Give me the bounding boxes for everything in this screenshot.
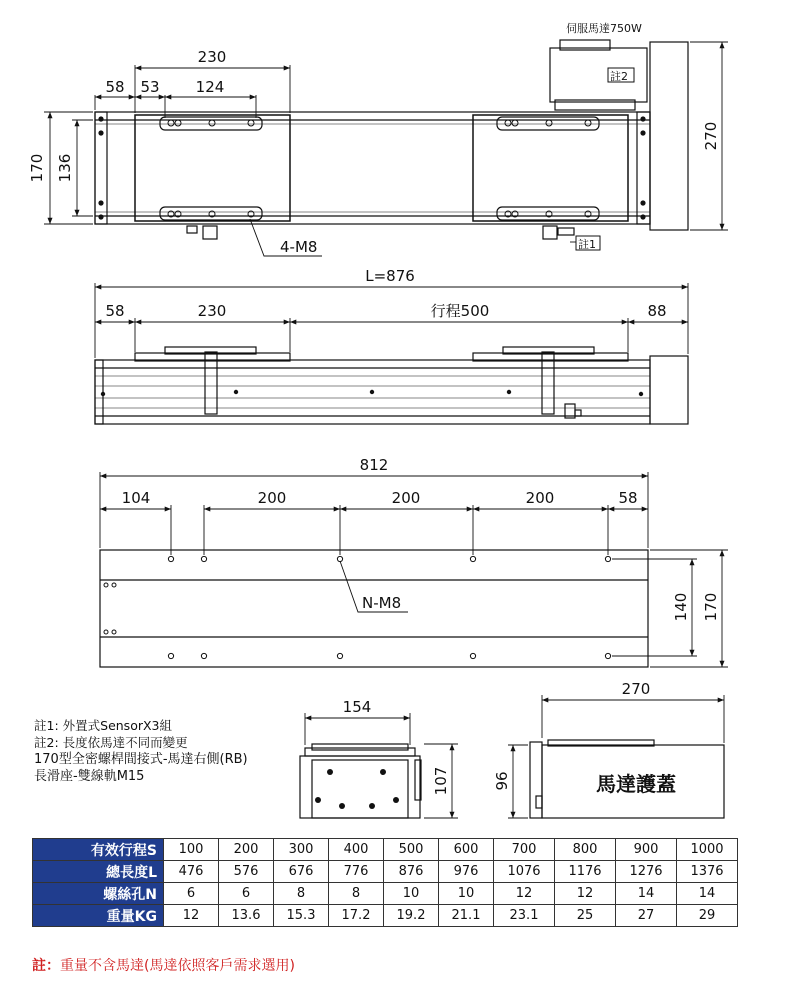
dim-270-top: 270 xyxy=(702,121,720,151)
spec-cell: 13.6 xyxy=(219,905,274,927)
dim-200-b: 200 xyxy=(391,489,421,507)
dim-58-base: 58 xyxy=(618,489,638,507)
spec-cell: 876 xyxy=(384,861,439,883)
spec-cell: 6 xyxy=(219,883,274,905)
spec-cell: 976 xyxy=(439,861,494,883)
dim-270-end: 270 xyxy=(621,680,651,698)
note-carriage: 長滑座-雙線軌M15 xyxy=(34,769,145,784)
spec-cell: 29 xyxy=(677,905,738,927)
side-view-motor-cover xyxy=(650,356,688,424)
note-model: 170型全密螺桿間接式-馬達右側(RB) xyxy=(34,752,248,767)
spec-cell: 476 xyxy=(164,861,219,883)
dim-stroke: 行程500 xyxy=(430,302,490,320)
spec-cell: 1276 xyxy=(616,861,677,883)
dim-107: 107 xyxy=(432,766,450,796)
motor xyxy=(550,48,647,102)
motor-cover-label: 馬達護蓋 xyxy=(596,772,676,796)
spec-row-label: 總長度L xyxy=(33,861,164,883)
spec-row-label: 螺絲孔N xyxy=(33,883,164,905)
dim-88-side: 88 xyxy=(647,302,667,320)
dim-230-side: 230 xyxy=(197,302,227,320)
spec-cell: 400 xyxy=(329,839,384,861)
spec-cell: 200 xyxy=(219,839,274,861)
spec-cell: 21.1 xyxy=(439,905,494,927)
dim-230-top: 230 xyxy=(197,48,227,66)
spec-row xyxy=(33,883,738,905)
spec-cell: 300 xyxy=(274,839,329,861)
spec-cell: 12 xyxy=(494,883,555,905)
spec-row xyxy=(33,839,738,861)
spec-cell: 14 xyxy=(677,883,738,905)
spec-cell: 23.1 xyxy=(494,905,555,927)
drawing-notes xyxy=(34,717,248,785)
spec-cell: 600 xyxy=(439,839,494,861)
dim-53-top: 53 xyxy=(140,78,160,96)
note-2: 註2: 長度依馬達不同而變更 xyxy=(34,735,188,750)
top-view-holes xyxy=(98,116,645,219)
spec-cell: 1000 xyxy=(677,839,738,861)
spec-cell: 676 xyxy=(274,861,329,883)
spec-cell: 17.2 xyxy=(329,905,384,927)
spec-row-label: 有效行程S xyxy=(33,839,164,861)
dim-200-a: 200 xyxy=(257,489,287,507)
spec-cell: 8 xyxy=(274,883,329,905)
spec-cell: 776 xyxy=(329,861,384,883)
side-view xyxy=(95,347,688,424)
note2-tag: 註2 xyxy=(610,70,628,83)
footnote-prefix: 註： xyxy=(32,958,60,974)
spec-row-label: 重量KG xyxy=(33,905,164,927)
dim-154: 154 xyxy=(342,698,372,716)
hole-callout-base: N-M8 xyxy=(362,594,402,612)
spec-cell: 27 xyxy=(616,905,677,927)
spec-cell: 900 xyxy=(616,839,677,861)
spec-cell: 800 xyxy=(555,839,616,861)
dim-170-base: 170 xyxy=(702,592,720,622)
spec-cell: 8 xyxy=(329,883,384,905)
footnote xyxy=(32,955,295,975)
carriage-right xyxy=(473,115,628,221)
spec-cell: 12 xyxy=(555,883,616,905)
note-1: 註1: 外置式SensorX3組 xyxy=(34,718,173,733)
spec-cell: 1176 xyxy=(555,861,616,883)
spec-cell: 576 xyxy=(219,861,274,883)
spec-cell: 10 xyxy=(439,883,494,905)
end-view-left xyxy=(300,744,421,818)
motor-label: 伺服馬達750W xyxy=(566,22,642,35)
motor-housing xyxy=(650,42,688,230)
dim-104: 104 xyxy=(121,489,151,507)
spec-cell: 6 xyxy=(164,883,219,905)
dim-124-top: 124 xyxy=(195,78,225,96)
hole-callout-top: 4-M8 xyxy=(280,238,318,256)
spec-cell: 19.2 xyxy=(384,905,439,927)
note1-tag: 註1 xyxy=(578,238,596,251)
spec-cell: 15.3 xyxy=(274,905,329,927)
spec-cell: 25 xyxy=(555,905,616,927)
dim-58-top: 58 xyxy=(105,78,125,96)
top-view xyxy=(95,40,688,239)
footnote-text: 重量不含馬達(馬達依照客戶需求選用) xyxy=(60,958,295,974)
spec-row xyxy=(33,905,738,927)
dim-136-top: 136 xyxy=(56,153,74,183)
spec-cell: 700 xyxy=(494,839,555,861)
spec-cell: 10 xyxy=(384,883,439,905)
dim-58-side: 58 xyxy=(105,302,125,320)
spec-cell: 1076 xyxy=(494,861,555,883)
dim-200-c: 200 xyxy=(525,489,555,507)
spec-row xyxy=(33,861,738,883)
dim-170-top: 170 xyxy=(28,153,46,183)
dim-812: 812 xyxy=(359,456,389,474)
spec-cell: 14 xyxy=(616,883,677,905)
spec-cell: 1376 xyxy=(677,861,738,883)
dim-total-length: L=876 xyxy=(365,267,415,285)
spec-table xyxy=(32,838,738,927)
dim-96: 96 xyxy=(493,771,511,791)
spec-cell: 500 xyxy=(384,839,439,861)
spec-cell: 100 xyxy=(164,839,219,861)
dim-140: 140 xyxy=(672,592,690,622)
spec-cell: 12 xyxy=(164,905,219,927)
carriage-left xyxy=(135,115,290,221)
